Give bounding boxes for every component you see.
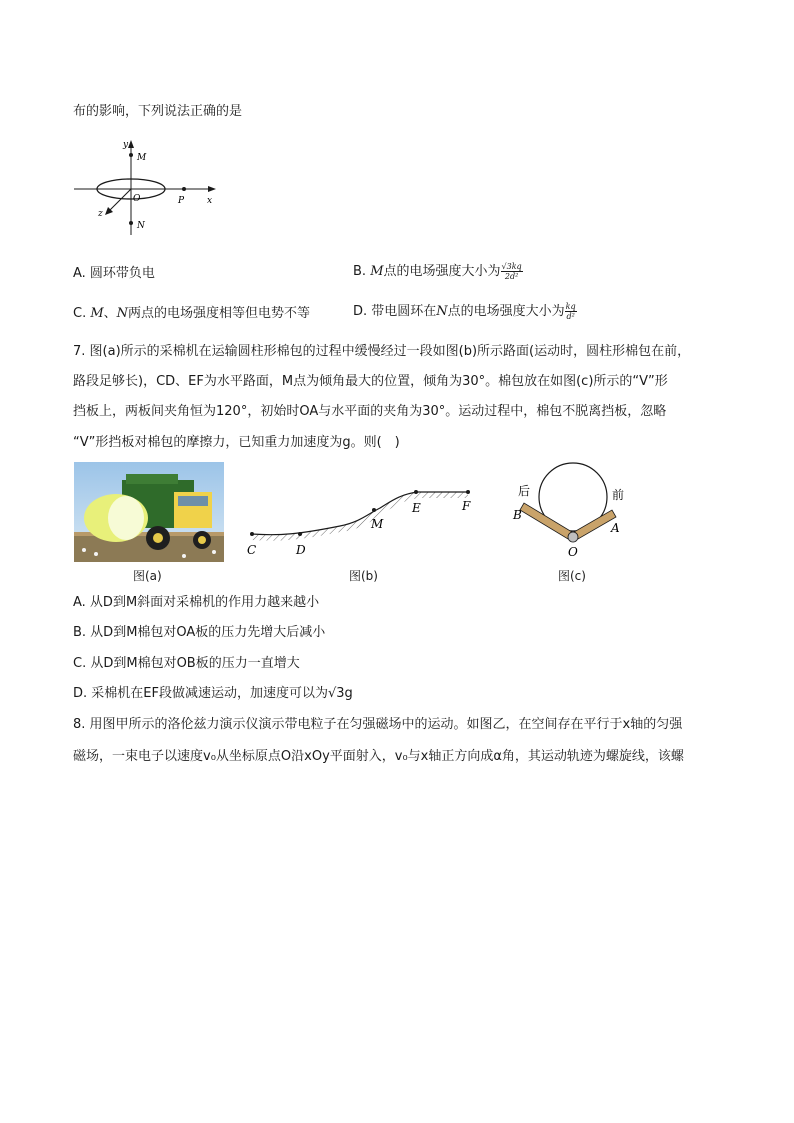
q7-option-c: C. 从D到M棉包对OB板的压力一直增大	[73, 656, 300, 671]
point-e-label: E	[412, 501, 421, 515]
road-profile-figure	[240, 482, 480, 562]
point-d-label: D	[296, 543, 306, 557]
point-c-label: C	[247, 543, 257, 557]
q8-stem-line-1: 8. 用图甲所示的洛伦兹力演示仪演示带电粒子在匀强磁场中的运动。如图乙，在空间存在平行于x轴的匀强	[73, 717, 683, 732]
point-f-label: F	[462, 499, 471, 513]
origin-label: O	[133, 194, 141, 204]
q7-stem-line-1: 7. 图(a)所示的采棉机在运输圆柱形棉包的过程中缓慢经过一段如图(b)所示路面(运动时，圆柱形棉包在前，	[73, 344, 691, 359]
point-p-label: P	[178, 196, 185, 206]
fraction-sqrt3kq-over-2d2: $\frac{√3kq}{\text{2d²}}$	[501, 262, 522, 281]
x-axis-label: x	[207, 196, 213, 206]
point-a-label: A	[611, 521, 620, 535]
question-6-stem-tail: 布的影响，下列说法正确的是	[73, 104, 243, 119]
front-label: 前	[612, 488, 625, 502]
q7-option-a: A. 从D到M斜面对采棉机的作用力越来越小	[73, 595, 320, 610]
back-label: 后	[518, 484, 531, 498]
q7-stem-line-4: “V”形挡板对棉包的摩擦力，已知重力加速度为g。则( )	[73, 435, 400, 450]
q6-option-b: B. M点的电场强度大小为 $\frac{√3kq}{\text{2d²}}$	[353, 262, 522, 281]
caption-figure-a: 图(a)	[133, 569, 162, 583]
q7-stem-line-3: 挡板上，两板间夹角恒为120°，初始时OA与水平面的夹角为30°。运动过程中，棉包不脱离挡板，忽略	[73, 404, 667, 419]
q6-option-d: D. 带电圆环在N点的电场强度大小为 $\frac{kq}{\text{d²}}$	[353, 302, 576, 321]
q7-stem-line-2: 路段足够长)，CD、EF为水平路面，M点为倾角最大的位置，倾角为30°。棉包放在如图(c)所示的“V”形	[73, 374, 668, 389]
cotton-picker-photo	[74, 462, 224, 562]
point-n-label: N	[137, 221, 145, 231]
q6-option-a: A. 圆环带负电	[73, 266, 155, 281]
q8-stem-line-2: 磁场，一束电子以速度v₀从坐标原点O沿xOy平面射入，v₀与x轴正方向成α角，其运动轨迹为螺旋线，该螺	[73, 749, 684, 764]
point-b-label: B	[513, 508, 522, 522]
caption-figure-b: 图(b)	[349, 569, 378, 583]
v-board-figure	[510, 460, 640, 560]
ring-axes-figure	[70, 135, 220, 245]
fraction-kq-over-d2: $\frac{kq}{\text{d²}}$	[565, 302, 576, 321]
point-o-label: O	[568, 545, 578, 559]
point-m-label: M	[371, 517, 384, 531]
q6-option-c: C. M、N两点的电场强度相等但电势不等	[73, 306, 311, 321]
q7-option-d: D. 采棉机在EF段做减速运动，加速度可以为√3g	[73, 686, 353, 701]
y-axis-label: y	[123, 140, 129, 150]
z-axis-label: z	[98, 209, 103, 219]
caption-figure-c: 图(c)	[558, 569, 586, 583]
q7-option-b: B. 从D到M棉包对OA板的压力先增大后减小	[73, 625, 326, 640]
point-m-label: M	[137, 153, 147, 163]
